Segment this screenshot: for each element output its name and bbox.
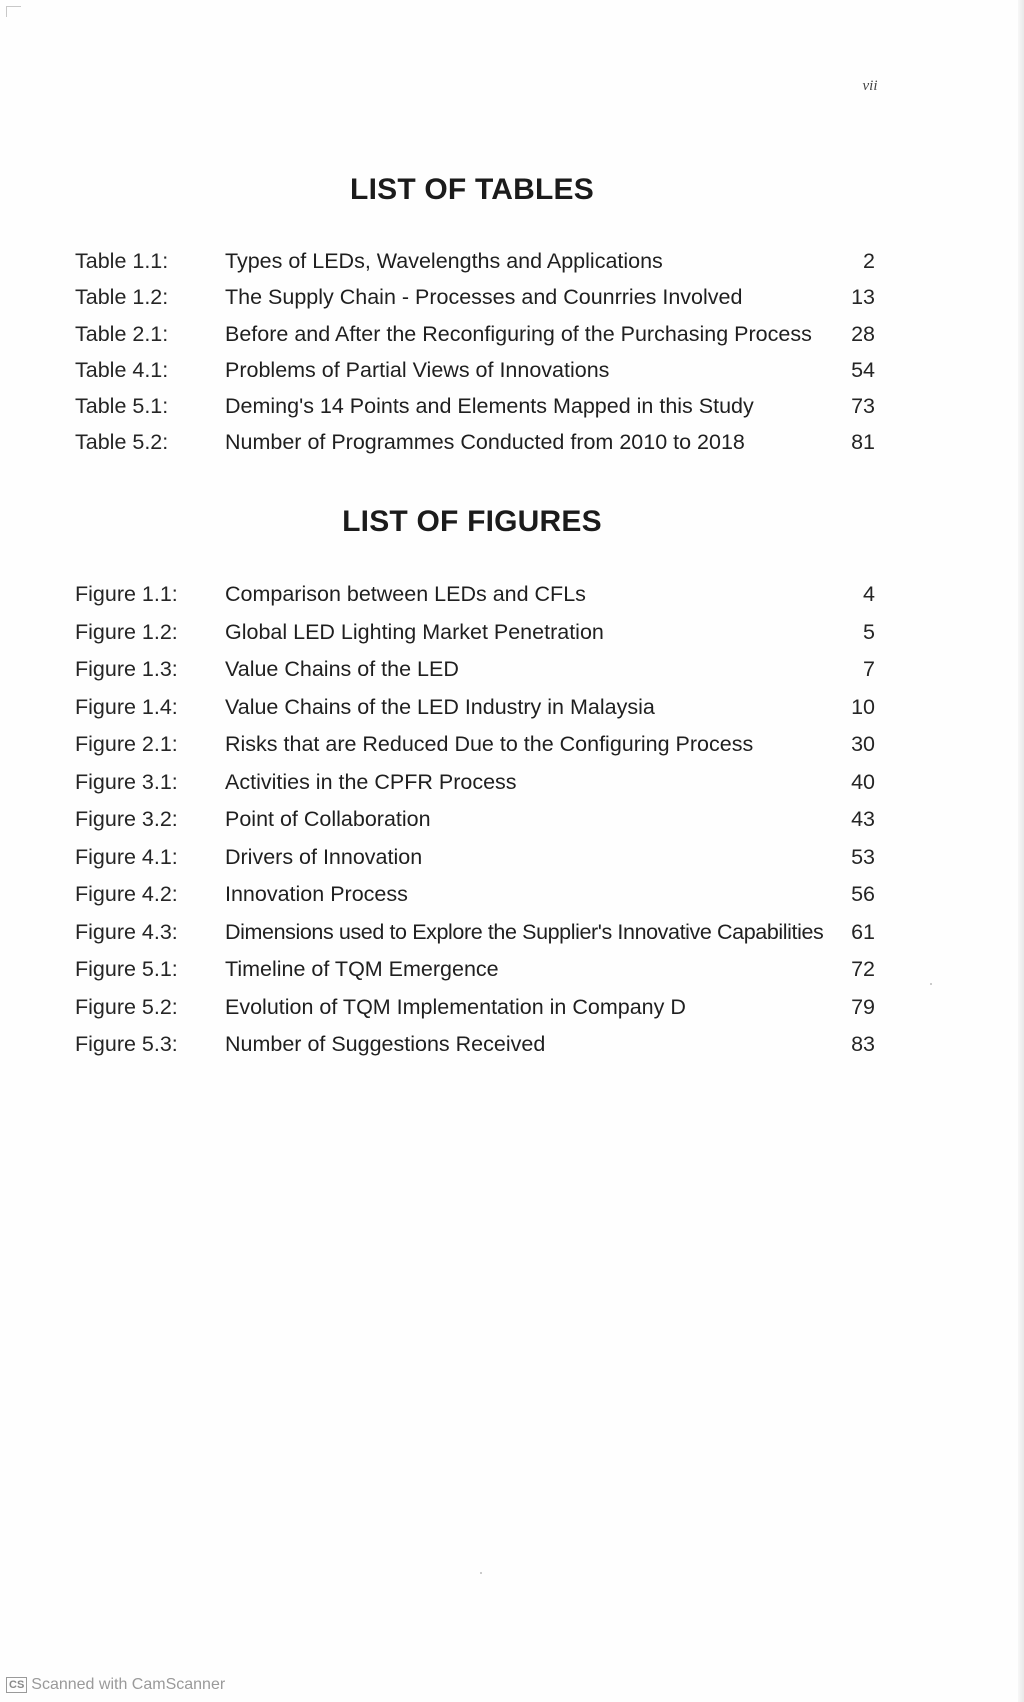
entry-title: Number of Programmes Conducted from 2010 to 2018 — [225, 430, 745, 455]
entry-title: Number of Suggestions Received — [225, 1032, 546, 1056]
entry-page-number: 7 — [863, 657, 875, 681]
entry-title: Value Chains of the LED Industry in Malaysia — [225, 694, 655, 719]
entry-label: Figure 3.1: — [75, 769, 178, 794]
entry-title: Timeline of TQM Emergence — [225, 957, 499, 981]
entry-label: Figure 4.3: — [75, 919, 178, 944]
entry-page-number: 2 — [863, 249, 875, 273]
figure-entry — [75, 726, 875, 764]
entry-label: Figure 1.2: — [75, 619, 178, 644]
entry-title: Risks that are Reduced Due to the Configuring Process — [225, 732, 754, 756]
table-entry — [75, 388, 875, 424]
figure-entry — [75, 839, 875, 877]
entry-label: Table 5.2: — [75, 430, 169, 455]
entry-page-number: 40 — [851, 769, 875, 794]
entry-title: Problems of Partial Views of Innovations — [225, 357, 610, 382]
entry-label: Figure 1.4: — [75, 694, 178, 719]
figure-entry — [75, 876, 875, 914]
table-entry — [75, 243, 875, 279]
entry-title: Evolution of TQM Implementation in Company D — [225, 994, 686, 1019]
entry-title: Dimensions used to Explore the Supplier's Innovative Capabilities — [225, 919, 824, 944]
entry-page-number: 72 — [851, 957, 875, 981]
entry-label: Figure 4.1: — [75, 844, 178, 869]
entry-page-number: 28 — [851, 321, 875, 346]
entry-label: Figure 1.3: — [75, 657, 178, 681]
figure-entry — [75, 951, 875, 989]
entry-title: Activities in the CPFR Process — [225, 769, 517, 794]
entry-title: Comparison between LEDs and CFLs — [225, 582, 586, 606]
entry-label: Figure 2.1: — [75, 732, 178, 756]
entry-title: Deming's 14 Points and Elements Mapped in this Study — [225, 394, 754, 419]
scan-page-edge — [1018, 0, 1024, 1702]
entry-title: Global LED Lighting Market Penetration — [225, 619, 604, 644]
figure-entry — [75, 801, 875, 839]
entry-title: Value Chains of the LED — [225, 657, 459, 681]
entry-label: Figure 4.2: — [75, 882, 178, 906]
entry-label: Table 5.1: — [75, 394, 169, 419]
table-entry — [75, 279, 875, 315]
figure-entry — [75, 989, 875, 1027]
entry-title: Innovation Process — [225, 882, 408, 906]
entry-page-number: 73 — [851, 394, 875, 419]
entry-page-number: 83 — [851, 1032, 875, 1056]
entry-label: Figure 5.2: — [75, 994, 178, 1019]
entry-label: Figure 1.1: — [75, 582, 178, 606]
entry-page-number: 5 — [863, 619, 875, 644]
scan-corner-mark — [6, 6, 21, 17]
camscanner-watermark — [6, 1676, 225, 1694]
table-entry — [75, 352, 875, 388]
entry-page-number: 81 — [851, 430, 875, 455]
figure-entry — [75, 689, 875, 727]
entry-label: Figure 5.3: — [75, 1032, 178, 1056]
table-entry — [75, 424, 875, 460]
watermark-text: Scanned with CamScanner — [31, 1676, 226, 1693]
figure-entry — [75, 614, 875, 652]
figure-entry — [75, 764, 875, 802]
entry-title: Drivers of Innovation — [225, 844, 423, 869]
entry-page-number: 56 — [851, 882, 875, 906]
list-of-figures-title: LIST OF FIGURES — [342, 505, 602, 538]
entry-page-number: 54 — [851, 357, 875, 382]
camscanner-logo-icon: CS — [6, 1677, 27, 1693]
scan-speck — [480, 1572, 482, 1574]
entry-page-number: 43 — [851, 807, 875, 831]
figure-entry — [75, 651, 875, 689]
list-of-tables — [75, 243, 875, 461]
entry-title: The Supply Chain - Processes and Counrries Involved — [225, 285, 743, 310]
entry-label: Figure 5.1: — [75, 957, 178, 981]
entry-page-number: 79 — [851, 994, 875, 1019]
entry-page-number: 30 — [851, 732, 875, 756]
entry-page-number: 4 — [863, 582, 875, 606]
entry-title: Before and After the Reconfiguring of the Purchasing Process — [225, 321, 812, 346]
entry-page-number: 53 — [851, 844, 875, 869]
entry-label: Table 1.2: — [75, 285, 169, 310]
figure-entry — [75, 914, 875, 952]
figure-entry — [75, 576, 875, 614]
entry-label: Table 4.1: — [75, 357, 169, 382]
page-number: vii — [862, 78, 878, 94]
entry-label: Figure 3.2: — [75, 807, 178, 831]
table-entry — [75, 316, 875, 352]
entry-label: Table 1.1: — [75, 249, 169, 273]
entry-title: Types of LEDs, Wavelengths and Applications — [225, 249, 663, 273]
entry-page-number: 13 — [851, 285, 875, 310]
list-of-figures — [75, 576, 875, 1064]
entry-page-number: 61 — [851, 919, 875, 944]
entry-title: Point of Collaboration — [225, 807, 431, 831]
entry-label: Table 2.1: — [75, 321, 169, 346]
list-of-tables-title: LIST OF TABLES — [350, 173, 594, 206]
figure-entry — [75, 1026, 875, 1064]
entry-page-number: 10 — [851, 694, 875, 719]
scan-speck — [930, 983, 932, 985]
